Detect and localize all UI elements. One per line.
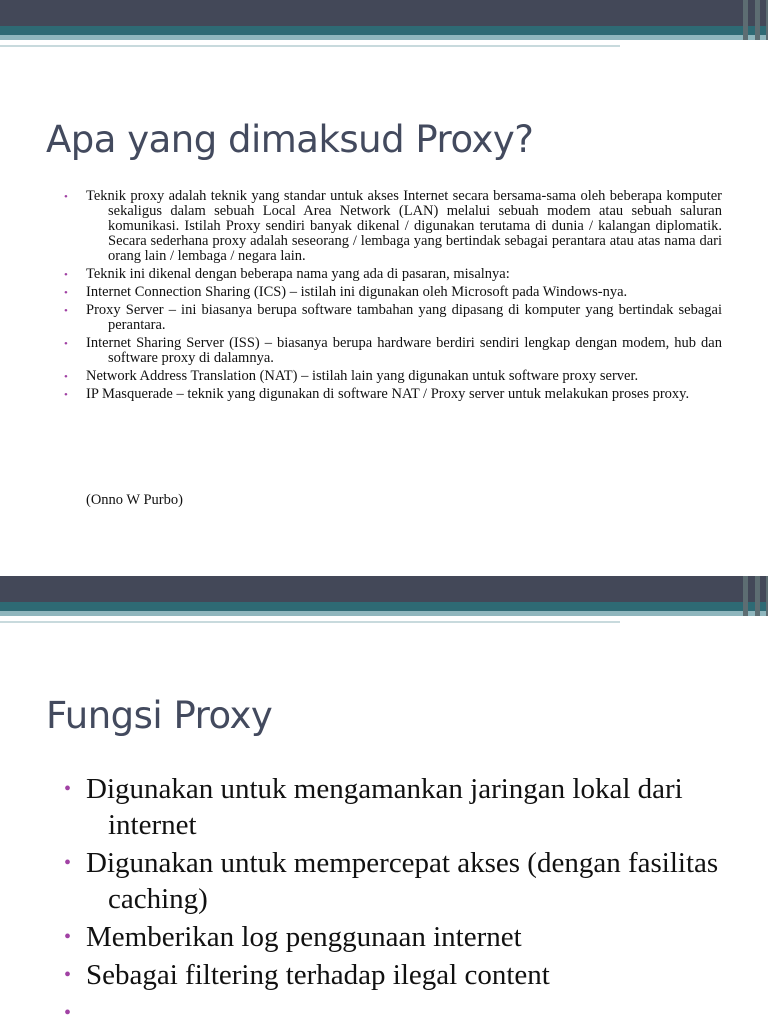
bullet-icon: • bbox=[64, 287, 68, 299]
bullet-icon: • bbox=[64, 371, 68, 383]
bullet-icon: • bbox=[64, 269, 68, 281]
citation: (Onno W Purbo) bbox=[86, 492, 183, 508]
header-corner-stripe bbox=[755, 576, 760, 616]
bullet-list bbox=[64, 188, 722, 405]
bullet-icon: • bbox=[64, 1002, 72, 1024]
header-bar-dark bbox=[0, 576, 768, 602]
list-item: • Internet Sharing Server (ISS) – biasanya berupa hardware berdiri sendiri lengkap dengan modem, hub dan software proxy di dalamnya. bbox=[64, 335, 722, 366]
bullet-icon: • bbox=[64, 778, 72, 800]
bullet-icon: • bbox=[64, 305, 68, 317]
header-bar-thin bbox=[0, 45, 620, 47]
header-bar-light bbox=[0, 611, 768, 616]
header-bar-light bbox=[0, 35, 768, 40]
header-bar-teal bbox=[0, 602, 768, 611]
list-item: • Digunakan untuk mempercepat akses (dengan fasilitas caching) bbox=[64, 847, 719, 915]
slide-title: Apa yang dimaksud Proxy? bbox=[46, 118, 534, 161]
bullet-icon: • bbox=[64, 926, 72, 948]
bullet-icon: • bbox=[64, 964, 72, 986]
list-item: • IP Masquerade – teknik yang digunakan di software NAT / Proxy server untuk melakukan proses proxy. bbox=[64, 386, 690, 402]
list-item: • Sebagai filtering terhadap ilegal content bbox=[64, 959, 550, 991]
bullet-icon: • bbox=[64, 338, 68, 350]
header-corner-stripe bbox=[755, 0, 760, 40]
list-item: • Digunakan untuk mengamankan jaringan lokal dari internet bbox=[64, 773, 683, 841]
bullet-icon: • bbox=[64, 191, 68, 203]
list-item: • Network Address Translation (NAT) – istilah lain yang digunakan untuk software proxy server. bbox=[64, 368, 639, 384]
header-corner-stripe bbox=[743, 576, 748, 616]
list-item: • Proxy Server – ini biasanya berupa software tambahan yang dipasang di komputer yang bertindak sebagai perantara. bbox=[64, 302, 722, 333]
bullet-icon: • bbox=[64, 389, 68, 401]
header-corner-stripe bbox=[743, 0, 748, 40]
header-bar-teal bbox=[0, 26, 768, 35]
list-item: • Internet Connection Sharing (ICS) – istilah ini digunakan oleh Microsoft pada Windows-nya. bbox=[64, 284, 628, 300]
slide-title: Fungsi Proxy bbox=[46, 694, 273, 737]
list-item: • Teknik proxy adalah teknik yang standar untuk akses Internet secara bersama-sama oleh beberapa komputer sekaligus dalam sebuah Local Area Network (LAN) melalui sebuah modem atau sebuah saluran komunikasi. Istilah Proxy sendiri banyak dikenal / digunakan terutama di dunia / kalangan diplomatik. Secara sederhana proxy adalah seseorang / lembaga yang bertindak sebagai perantara atau atas nama dari orang lain / lembaga / negara lain. bbox=[64, 188, 722, 264]
bullet-icon: • bbox=[64, 852, 72, 874]
header-bar-dark bbox=[0, 0, 768, 26]
bullet-list bbox=[64, 771, 746, 1024]
header-bar-thin bbox=[0, 621, 620, 623]
list-item: • Memberikan log penggunaan internet bbox=[64, 921, 522, 953]
list-item: • Teknik ini dikenal dengan beberapa nama yang ada di pasaran, misalnya: bbox=[64, 266, 510, 282]
slide-2 bbox=[0, 576, 768, 1024]
